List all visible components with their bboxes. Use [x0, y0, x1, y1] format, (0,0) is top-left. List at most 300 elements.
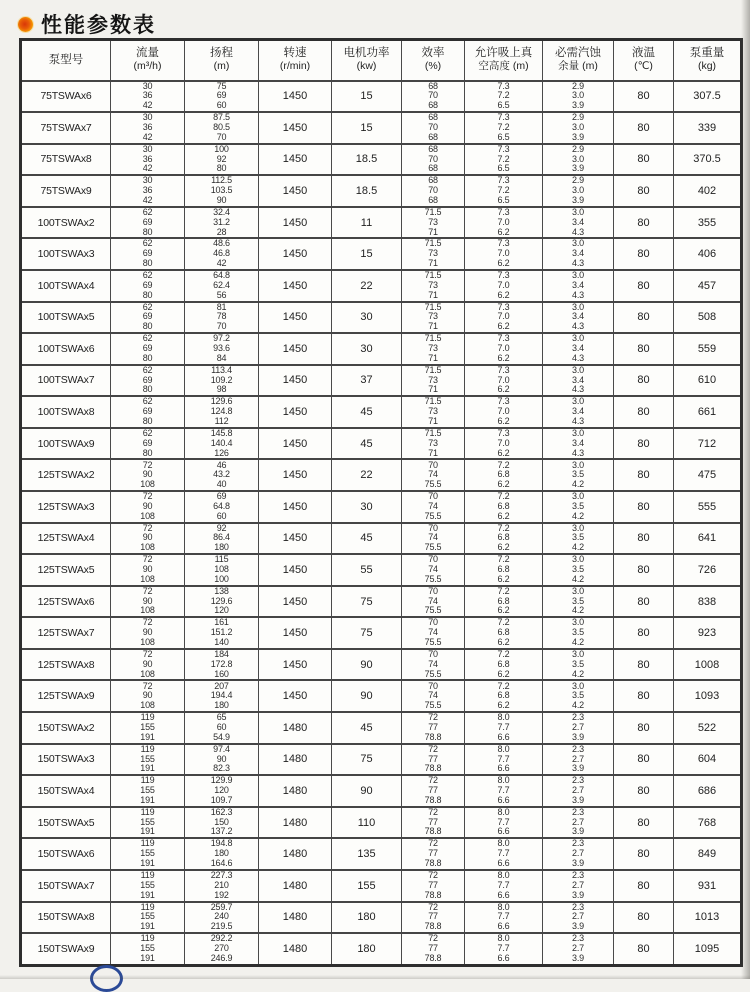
npsh-cell: 3.0 3.5 4.2 — [543, 617, 614, 649]
speed-cell: 1480 — [259, 744, 332, 776]
model-cell: 150TSWAx9 — [21, 933, 111, 965]
eff-cell: 72 77 78.8 — [402, 838, 465, 870]
temp-cell: 80 — [614, 238, 674, 270]
speed-cell: 1480 — [259, 712, 332, 744]
weight-cell: 475 — [674, 459, 742, 491]
speed-cell: 1450 — [259, 586, 332, 618]
performance-parameter-table — [19, 38, 743, 967]
model-cell: 125TSWAx7 — [21, 617, 111, 649]
model-cell: 150TSWAx7 — [21, 870, 111, 902]
power-cell: 180 — [332, 902, 402, 934]
head-cell: 97.4 90 82.3 — [185, 744, 259, 776]
model-cell: 100TSWAx2 — [21, 207, 111, 239]
eff-cell: 70 74 75.5 — [402, 459, 465, 491]
table-row-125TSWAx5 — [21, 554, 742, 586]
weight-cell: 307.5 — [674, 81, 742, 113]
head-cell: 129.6 124.8 112 — [185, 396, 259, 428]
head-cell: 145.8 140.4 126 — [185, 428, 259, 460]
page-edge-shadow-bottom — [0, 975, 750, 979]
temp-cell: 80 — [614, 933, 674, 965]
npsh-cell: 2.9 3.0 3.9 — [543, 175, 614, 207]
model-cell: 150TSWAx5 — [21, 807, 111, 839]
npsh-cell: 2.3 2.7 3.9 — [543, 807, 614, 839]
column-header-head: 扬程 (m) — [185, 40, 259, 81]
vacuum-cell: 7.3 7.0 6.2 — [465, 428, 543, 460]
vacuum-cell: 7.3 7.0 6.2 — [465, 207, 543, 239]
vacuum-cell: 8.0 7.7 6.6 — [465, 870, 543, 902]
flow-cell: 72 90 108 — [111, 459, 185, 491]
flow-cell: 62 69 80 — [111, 333, 185, 365]
vacuum-cell: 7.2 6.8 6.2 — [465, 649, 543, 681]
npsh-cell: 3.0 3.4 4.3 — [543, 365, 614, 397]
head-cell: 75 69 60 — [185, 81, 259, 113]
model-cell: 125TSWAx9 — [21, 680, 111, 712]
table-row-100TSWAx2 — [21, 207, 742, 239]
npsh-cell: 3.0 3.5 4.2 — [543, 491, 614, 523]
speed-cell: 1450 — [259, 459, 332, 491]
table-row-75TSWAx6 — [21, 81, 742, 113]
flow-cell: 119 155 191 — [111, 807, 185, 839]
vacuum-cell: 7.3 7.0 6.2 — [465, 396, 543, 428]
model-cell: 125TSWAx4 — [21, 523, 111, 555]
flow-cell: 119 155 191 — [111, 744, 185, 776]
vacuum-cell: 7.2 6.8 6.2 — [465, 523, 543, 555]
temp-cell: 80 — [614, 365, 674, 397]
vacuum-cell: 7.3 7.2 6.5 — [465, 175, 543, 207]
vacuum-cell: 7.2 6.8 6.2 — [465, 680, 543, 712]
flow-cell: 119 155 191 — [111, 933, 185, 965]
temp-cell: 80 — [614, 617, 674, 649]
weight-cell: 1093 — [674, 680, 742, 712]
flow-cell: 119 155 191 — [111, 838, 185, 870]
column-header-weight: 泵重量 (kg) — [674, 40, 742, 81]
power-cell: 15 — [332, 112, 402, 144]
power-cell: 22 — [332, 459, 402, 491]
vacuum-cell: 7.2 6.8 6.2 — [465, 459, 543, 491]
head-cell: 112.5 103.5 90 — [185, 175, 259, 207]
flow-cell: 30 36 42 — [111, 112, 185, 144]
eff-cell: 70 74 75.5 — [402, 554, 465, 586]
eff-cell: 71.5 73 71 — [402, 333, 465, 365]
speed-cell: 1450 — [259, 270, 332, 302]
head-cell: 194.8 180 164.6 — [185, 838, 259, 870]
power-cell: 45 — [332, 428, 402, 460]
eff-cell: 68 70 68 — [402, 175, 465, 207]
temp-cell: 80 — [614, 554, 674, 586]
temp-cell: 80 — [614, 459, 674, 491]
table-row-150TSWAx7 — [21, 870, 742, 902]
weight-cell: 768 — [674, 807, 742, 839]
eff-cell: 71.5 73 71 — [402, 396, 465, 428]
npsh-cell: 2.3 2.7 3.9 — [543, 902, 614, 934]
table-row-100TSWAx5 — [21, 302, 742, 334]
npsh-cell: 3.0 3.4 4.3 — [543, 207, 614, 239]
temp-cell: 80 — [614, 902, 674, 934]
vacuum-cell: 7.3 7.2 6.5 — [465, 112, 543, 144]
eff-cell: 70 74 75.5 — [402, 491, 465, 523]
speed-cell: 1450 — [259, 238, 332, 270]
temp-cell: 80 — [614, 523, 674, 555]
table-row-150TSWAx9 — [21, 933, 742, 965]
head-cell: 92 86.4 180 — [185, 523, 259, 555]
column-header-eff: 效率 (%) — [402, 40, 465, 81]
flow-cell: 119 155 191 — [111, 870, 185, 902]
column-header-npsh: 必需汽蚀 余量 (m) — [543, 40, 614, 81]
vacuum-cell: 7.2 6.8 6.2 — [465, 617, 543, 649]
temp-cell: 80 — [614, 838, 674, 870]
temp-cell: 80 — [614, 333, 674, 365]
npsh-cell: 3.0 3.4 4.3 — [543, 302, 614, 334]
npsh-cell: 3.0 3.4 4.3 — [543, 333, 614, 365]
power-cell: 180 — [332, 933, 402, 965]
weight-cell: 712 — [674, 428, 742, 460]
table-body — [21, 81, 742, 966]
model-cell: 150TSWAx8 — [21, 902, 111, 934]
weight-cell: 1008 — [674, 649, 742, 681]
temp-cell: 80 — [614, 302, 674, 334]
power-cell: 15 — [332, 81, 402, 113]
table-row-150TSWAx5 — [21, 807, 742, 839]
table-row-125TSWAx8 — [21, 649, 742, 681]
speed-cell: 1480 — [259, 838, 332, 870]
eff-cell: 68 70 68 — [402, 144, 465, 176]
weight-cell: 402 — [674, 175, 742, 207]
model-cell: 150TSWAx6 — [21, 838, 111, 870]
table-row-100TSWAx4 — [21, 270, 742, 302]
vacuum-cell: 7.3 7.0 6.2 — [465, 238, 543, 270]
table-row-100TSWAx9 — [21, 428, 742, 460]
npsh-cell: 2.9 3.0 3.9 — [543, 81, 614, 113]
table-row-125TSWAx9 — [21, 680, 742, 712]
power-cell: 75 — [332, 744, 402, 776]
table-row-125TSWAx3 — [21, 491, 742, 523]
npsh-cell: 2.3 2.7 3.9 — [543, 744, 614, 776]
temp-cell: 80 — [614, 270, 674, 302]
weight-cell: 370.5 — [674, 144, 742, 176]
model-cell: 100TSWAx7 — [21, 365, 111, 397]
table-row-125TSWAx7 — [21, 617, 742, 649]
speed-cell: 1450 — [259, 523, 332, 555]
column-header-temp: 液温 (℃) — [614, 40, 674, 81]
head-cell: 48.6 46.8 42 — [185, 238, 259, 270]
flow-cell: 119 155 191 — [111, 775, 185, 807]
weight-cell: 610 — [674, 365, 742, 397]
vacuum-cell: 7.3 7.2 6.5 — [465, 144, 543, 176]
eff-cell: 72 77 78.8 — [402, 902, 465, 934]
npsh-cell: 3.0 3.5 4.2 — [543, 523, 614, 555]
vacuum-cell: 8.0 7.7 6.6 — [465, 933, 543, 965]
weight-cell: 923 — [674, 617, 742, 649]
head-cell: 161 151.2 140 — [185, 617, 259, 649]
flow-cell: 62 69 80 — [111, 238, 185, 270]
weight-cell: 1013 — [674, 902, 742, 934]
temp-cell: 80 — [614, 112, 674, 144]
model-cell: 150TSWAx2 — [21, 712, 111, 744]
temp-cell: 80 — [614, 175, 674, 207]
vacuum-cell: 7.2 6.8 6.2 — [465, 586, 543, 618]
table-header — [21, 40, 742, 81]
eff-cell: 70 74 75.5 — [402, 649, 465, 681]
model-cell: 125TSWAx6 — [21, 586, 111, 618]
power-cell: 135 — [332, 838, 402, 870]
weight-cell: 508 — [674, 302, 742, 334]
eff-cell: 68 70 68 — [402, 81, 465, 113]
flow-cell: 30 36 42 — [111, 144, 185, 176]
power-cell: 11 — [332, 207, 402, 239]
speed-cell: 1480 — [259, 933, 332, 965]
head-cell: 207 194.4 180 — [185, 680, 259, 712]
vacuum-cell: 7.3 7.0 6.2 — [465, 333, 543, 365]
eff-cell: 71.5 73 71 — [402, 302, 465, 334]
speed-cell: 1450 — [259, 333, 332, 365]
flow-cell: 72 90 108 — [111, 649, 185, 681]
head-cell: 162.3 150 137.2 — [185, 807, 259, 839]
npsh-cell: 3.0 3.5 4.2 — [543, 459, 614, 491]
power-cell: 30 — [332, 302, 402, 334]
temp-cell: 80 — [614, 396, 674, 428]
speed-cell: 1450 — [259, 617, 332, 649]
npsh-cell: 2.3 2.7 3.9 — [543, 870, 614, 902]
vacuum-cell: 8.0 7.7 6.6 — [465, 744, 543, 776]
head-cell: 97.2 93.6 84 — [185, 333, 259, 365]
weight-cell: 559 — [674, 333, 742, 365]
vacuum-cell: 8.0 7.7 6.6 — [465, 838, 543, 870]
npsh-cell: 2.9 3.0 3.9 — [543, 112, 614, 144]
weight-cell: 555 — [674, 491, 742, 523]
eff-cell: 68 70 68 — [402, 112, 465, 144]
power-cell: 45 — [332, 523, 402, 555]
speed-cell: 1480 — [259, 807, 332, 839]
vacuum-cell: 7.3 7.0 6.2 — [465, 365, 543, 397]
table-row-75TSWAx9 — [21, 175, 742, 207]
speed-cell: 1450 — [259, 207, 332, 239]
weight-cell: 931 — [674, 870, 742, 902]
npsh-cell: 3.0 3.4 4.3 — [543, 238, 614, 270]
weight-cell: 339 — [674, 112, 742, 144]
flow-cell: 62 69 80 — [111, 396, 185, 428]
weight-cell: 457 — [674, 270, 742, 302]
speed-cell: 1450 — [259, 112, 332, 144]
eff-cell: 72 77 78.8 — [402, 933, 465, 965]
temp-cell: 80 — [614, 81, 674, 113]
model-cell: 150TSWAx3 — [21, 744, 111, 776]
eff-cell: 71.5 73 71 — [402, 238, 465, 270]
page-title: 性能参数表 — [41, 14, 156, 37]
power-cell: 22 — [332, 270, 402, 302]
eff-cell: 71.5 73 71 — [402, 365, 465, 397]
npsh-cell: 3.0 3.5 4.2 — [543, 649, 614, 681]
power-cell: 15 — [332, 238, 402, 270]
weight-cell: 838 — [674, 586, 742, 618]
column-header-model: 泵型号 — [21, 40, 111, 81]
flow-cell: 72 90 108 — [111, 523, 185, 555]
eff-cell: 70 74 75.5 — [402, 680, 465, 712]
flow-cell: 62 69 80 — [111, 365, 185, 397]
flow-cell: 62 69 80 — [111, 302, 185, 334]
power-cell: 90 — [332, 649, 402, 681]
temp-cell: 80 — [614, 586, 674, 618]
speed-cell: 1450 — [259, 554, 332, 586]
speed-cell: 1450 — [259, 302, 332, 334]
column-header-vacuum: 允许吸上真 空高度 (m) — [465, 40, 543, 81]
weight-cell: 522 — [674, 712, 742, 744]
npsh-cell: 3.0 3.5 4.2 — [543, 680, 614, 712]
column-header-flow: 流量 (m³/h) — [111, 40, 185, 81]
weight-cell: 406 — [674, 238, 742, 270]
table-row-100TSWAx6 — [21, 333, 742, 365]
speed-cell: 1480 — [259, 902, 332, 934]
speed-cell: 1450 — [259, 144, 332, 176]
model-cell: 75TSWAx9 — [21, 175, 111, 207]
power-cell: 30 — [332, 491, 402, 523]
power-cell: 90 — [332, 775, 402, 807]
head-cell: 65 60 54.9 — [185, 712, 259, 744]
flow-cell: 62 69 80 — [111, 270, 185, 302]
flow-cell: 30 36 42 — [111, 175, 185, 207]
power-cell: 110 — [332, 807, 402, 839]
model-cell: 100TSWAx4 — [21, 270, 111, 302]
model-cell: 125TSWAx8 — [21, 649, 111, 681]
table-row-125TSWAx2 — [21, 459, 742, 491]
weight-cell: 686 — [674, 775, 742, 807]
temp-cell: 80 — [614, 207, 674, 239]
head-cell: 100 92 80 — [185, 144, 259, 176]
head-cell: 227.3 210 192 — [185, 870, 259, 902]
head-cell: 81 78 70 — [185, 302, 259, 334]
table-row-150TSWAx8 — [21, 902, 742, 934]
model-cell: 125TSWAx3 — [21, 491, 111, 523]
flow-cell: 119 155 191 — [111, 712, 185, 744]
power-cell: 18.5 — [332, 175, 402, 207]
model-cell: 100TSWAx9 — [21, 428, 111, 460]
table-row-150TSWAx4 — [21, 775, 742, 807]
eff-cell: 71.5 73 71 — [402, 207, 465, 239]
flow-cell: 72 90 108 — [111, 586, 185, 618]
model-cell: 100TSWAx5 — [21, 302, 111, 334]
section-title-row — [18, 9, 156, 39]
table-row-150TSWAx3 — [21, 744, 742, 776]
weight-cell: 641 — [674, 523, 742, 555]
table-row-125TSWAx4 — [21, 523, 742, 555]
flow-cell: 30 36 42 — [111, 81, 185, 113]
weight-cell: 1095 — [674, 933, 742, 965]
head-cell: 32.4 31.2 28 — [185, 207, 259, 239]
eff-cell: 72 77 78.8 — [402, 870, 465, 902]
vacuum-cell: 8.0 7.7 6.6 — [465, 712, 543, 744]
vacuum-cell: 7.2 6.8 6.2 — [465, 491, 543, 523]
model-cell: 100TSWAx6 — [21, 333, 111, 365]
head-cell: 115 108 100 — [185, 554, 259, 586]
speed-cell: 1450 — [259, 680, 332, 712]
head-cell: 46 43.2 40 — [185, 459, 259, 491]
head-cell: 129.9 120 109.7 — [185, 775, 259, 807]
head-cell: 69 64.8 60 — [185, 491, 259, 523]
head-cell: 138 129.6 120 — [185, 586, 259, 618]
vacuum-cell: 8.0 7.7 6.6 — [465, 807, 543, 839]
npsh-cell: 3.0 3.5 4.2 — [543, 554, 614, 586]
table-row-150TSWAx2 — [21, 712, 742, 744]
eff-cell: 70 74 75.5 — [402, 523, 465, 555]
speed-cell: 1450 — [259, 81, 332, 113]
eff-cell: 70 74 75.5 — [402, 586, 465, 618]
table-row-100TSWAx3 — [21, 238, 742, 270]
temp-cell: 80 — [614, 712, 674, 744]
flow-cell: 72 90 108 — [111, 680, 185, 712]
temp-cell: 80 — [614, 649, 674, 681]
speed-cell: 1450 — [259, 396, 332, 428]
model-cell: 125TSWAx2 — [21, 459, 111, 491]
model-cell: 150TSWAx4 — [21, 775, 111, 807]
head-cell: 64.8 62.4 56 — [185, 270, 259, 302]
flow-cell: 62 69 80 — [111, 207, 185, 239]
eff-cell: 72 77 78.8 — [402, 807, 465, 839]
table-row-150TSWAx6 — [21, 838, 742, 870]
model-cell: 75TSWAx8 — [21, 144, 111, 176]
vacuum-cell: 7.3 7.2 6.5 — [465, 81, 543, 113]
speed-cell: 1450 — [259, 175, 332, 207]
column-header-speed: 转速 (r/min) — [259, 40, 332, 81]
table-row-75TSWAx7 — [21, 112, 742, 144]
speed-cell: 1480 — [259, 870, 332, 902]
power-cell: 155 — [332, 870, 402, 902]
head-cell: 292.2 270 246.9 — [185, 933, 259, 965]
weight-cell: 726 — [674, 554, 742, 586]
model-cell: 125TSWAx5 — [21, 554, 111, 586]
vacuum-cell: 8.0 7.7 6.6 — [465, 775, 543, 807]
power-cell: 45 — [332, 712, 402, 744]
eff-cell: 70 74 75.5 — [402, 617, 465, 649]
model-cell: 100TSWAx3 — [21, 238, 111, 270]
npsh-cell: 2.9 3.0 3.9 — [543, 144, 614, 176]
power-cell: 55 — [332, 554, 402, 586]
power-cell: 45 — [332, 396, 402, 428]
npsh-cell: 3.0 3.4 4.3 — [543, 396, 614, 428]
weight-cell: 661 — [674, 396, 742, 428]
vacuum-cell: 8.0 7.7 6.6 — [465, 902, 543, 934]
power-cell: 18.5 — [332, 144, 402, 176]
head-cell: 113.4 109.2 98 — [185, 365, 259, 397]
vacuum-cell: 7.3 7.0 6.2 — [465, 302, 543, 334]
npsh-cell: 2.3 2.7 3.9 — [543, 933, 614, 965]
table-row-125TSWAx6 — [21, 586, 742, 618]
speed-cell: 1450 — [259, 428, 332, 460]
npsh-cell: 2.3 2.7 3.9 — [543, 712, 614, 744]
vacuum-cell: 7.3 7.0 6.2 — [465, 270, 543, 302]
speed-cell: 1450 — [259, 491, 332, 523]
eff-cell: 72 77 78.8 — [402, 712, 465, 744]
power-cell: 75 — [332, 586, 402, 618]
flow-cell: 72 90 108 — [111, 617, 185, 649]
temp-cell: 80 — [614, 775, 674, 807]
eff-cell: 71.5 73 71 — [402, 270, 465, 302]
weight-cell: 355 — [674, 207, 742, 239]
speed-cell: 1450 — [259, 365, 332, 397]
power-cell: 90 — [332, 680, 402, 712]
npsh-cell: 2.3 2.7 3.9 — [543, 775, 614, 807]
head-cell: 87.5 80.5 70 — [185, 112, 259, 144]
temp-cell: 80 — [614, 807, 674, 839]
temp-cell: 80 — [614, 428, 674, 460]
model-cell: 100TSWAx8 — [21, 396, 111, 428]
table-row-100TSWAx8 — [21, 396, 742, 428]
head-cell: 259.7 240 219.5 — [185, 902, 259, 934]
speed-cell: 1450 — [259, 649, 332, 681]
table-row-100TSWAx7 — [21, 365, 742, 397]
weight-cell: 849 — [674, 838, 742, 870]
eff-cell: 72 77 78.8 — [402, 744, 465, 776]
eff-cell: 71.5 73 71 — [402, 428, 465, 460]
vacuum-cell: 7.2 6.8 6.2 — [465, 554, 543, 586]
